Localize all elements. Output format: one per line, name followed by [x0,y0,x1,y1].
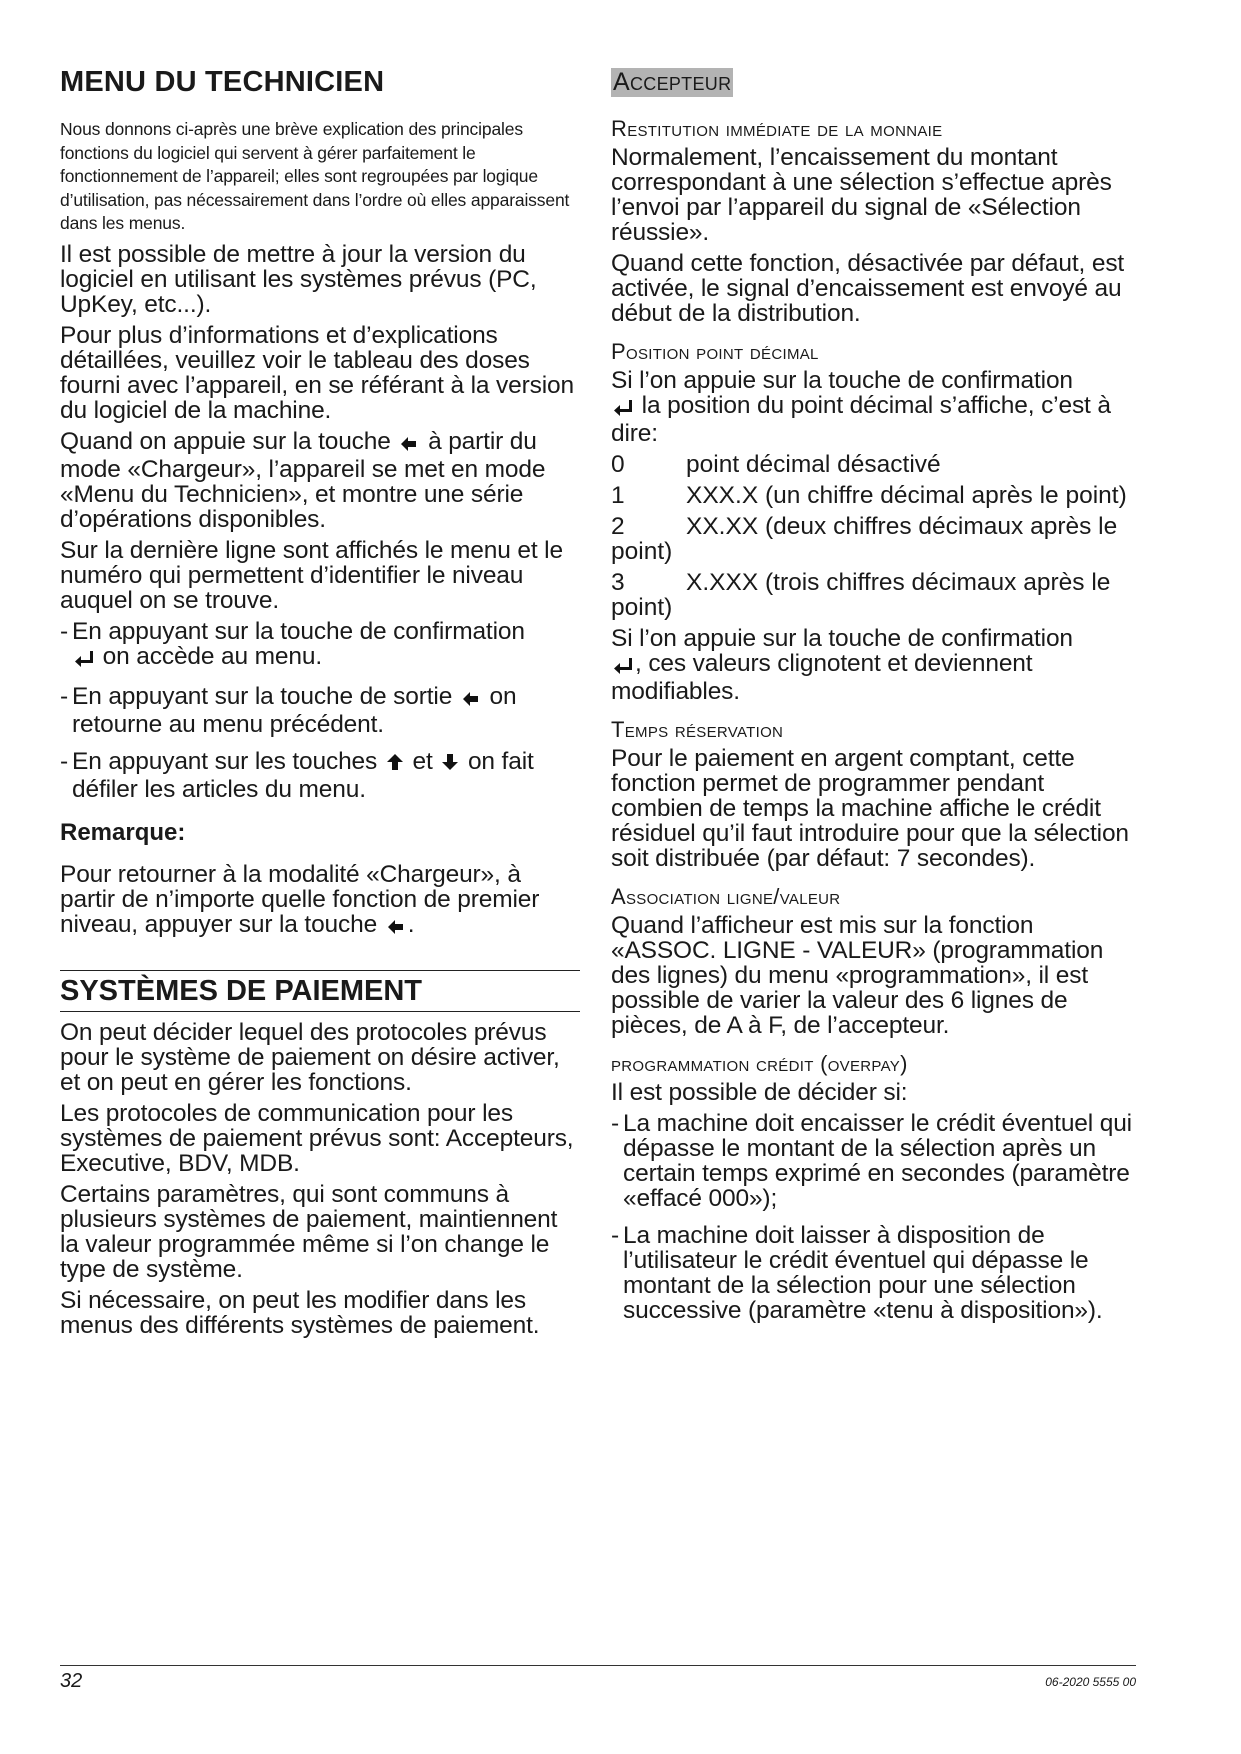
remark-heading: Remarque: [60,818,186,846]
enter-key-icon [74,647,94,672]
paragraph-common-params: Certains paramètres, qui sont communs à plusieurs systèmes de paiement, maintiennent la valeur programmée même si l’on change le type de système. [60,1180,558,1283]
paragraph-protocols: On peut décider lequel des protocoles prévus pour le système de paiement on désire activer, et on peut en gérer les fonctions. [60,1018,560,1096]
enter-key-icon [613,396,633,421]
footer-divider [60,1665,1136,1666]
paragraph-association: Quand l’afficheur est mis sur la fonction «ASSOC. LIGNE - VALEUR» (programmation des lignes) du menu «programmation», il est possible de varier la valeur des 6 lignes de pièces, de A à F, de l’accepteur. [611,912,1104,1039]
up-arrow-icon [386,752,404,777]
paragraph-restitution-2: Quand cette fonction, désactivée par défaut, est activée, le signal d’encaissement est envoyé au début de la distribution. [611,250,1125,327]
list-item: - En appuyant sur les touches et on fait défiler les articles du menu. [60,747,534,803]
list-item: - La machine doit encaisser le crédit éventuel qui dépasse le montant de la sélection après un certain temps exprimé en secondes (paramètre «effacé 000»); [611,1110,1132,1212]
paragraph-communication: Les protocoles de communication pour les systèmes de paiement prévus sont: Accepteurs, Executive, BDV, MDB. [60,1099,574,1177]
list-item: 2 XX.XX (deux chiffres décimaux après le point) [611,513,1118,565]
paragraph-temps: Pour le paiement en argent comptant, cette fonction permet de programmer pendant combien de temps la machine affiche le crédit résiduel qu’il faut introduire pour que la sélection soit distribuée (par défaut: 7 secondes). [611,745,1129,872]
list-item: 1 XXX.X (un chiffre décimal après le point) [611,482,1127,509]
remark-text: Pour retourner à la modalité «Chargeur», à partir de n’importe quelle fonction de premier niveau, appuyer sur la touche . [60,860,540,938]
back-arrow-icon [386,915,406,940]
right-column [611,64,1141,1335]
paragraph-update: Il est possible de mettre à jour la version du logiciel en utilisant les systèmes prévus (PC, UpKey, etc...). [60,240,537,318]
paragraph-technician-mode: Quand on appuie sur la touche à partir du mode «Chargeur», l’appareil se met en mode «Menu du Technicien», et montre une série d’opérations disponibles. [60,427,546,533]
subheading-temps: Temps réservation [611,717,784,742]
paragraph-info: Pour plus d’informations et d’explications détaillées, veuillez voir le tableau des doses fourni avec l’appareil, en se référant à la version du logiciel de la machine. [60,321,574,424]
paragraph-position: Si l’on appuie sur la touche de confirmation la position du point décimal s’affiche, c’est à dire: [611,367,1111,447]
left-column [60,64,580,1344]
paragraph-modify: Si nécessaire, on peut les modifier dans les menus des différents systèmes de paiement. [60,1286,540,1339]
page-title: MENU DU TECHNICIEN [60,66,385,98]
paragraph-last-line: Sur la dernière ligne sont affichés le menu et le numéro qui permettent d’identifier le niveau auquel on se trouve. [60,536,563,614]
document-code: 06-2020 5555 00 [1045,1675,1136,1689]
intro-paragraph: Nous donnons ci-après une brève explication des principales fonctions du logiciel qui servent à gérer parfaitement le fonctionnement de l’appareil; elles sont regroupées par logique d’utilisation, pas nécessairement dans l’ordre où elles apparaissent dans les menus. [60,119,570,233]
accepteur-heading: Accepteur [613,68,732,96]
page-number: 32 [60,1670,83,1692]
back-arrow-icon [399,432,419,457]
back-arrow-icon [461,687,481,712]
paragraph-credit: Il est possible de décider si: [611,1079,908,1106]
list-item: - La machine doit laisser à disposition de l’utilisateur le crédit éventuel qui dépasse le montant de la sélection pour une sélection successive (paramètre «tenu à disposition»). [611,1222,1103,1324]
paragraph-position-2: Si l’on appuie sur la touche de confirmation , ces valeurs clignotent et deviennent modifiables. [611,625,1073,705]
subheading-association: Association ligne/valeur [611,884,841,909]
paragraph-restitution-1: Normalement, l’encaissement du montant correspondant à une sélection s’effectue après l’envoi par l’appareil du signal de «Sélection réussie». [611,144,1112,246]
down-arrow-icon [441,752,459,777]
subheading-credit: programmation crédit (overpay) [611,1051,908,1076]
enter-key-icon [613,654,633,679]
list-item: 0 point décimal désactivé [611,451,941,478]
list-item: - En appuyant sur la touche de sortie on retourne au menu précédent. [60,682,517,738]
list-item: - En appuyant sur la touche de confirmation on accède au menu. [60,617,525,670]
subheading-position: Position point décimal [611,339,819,364]
section-title: SYSTÈMES DE PAIEMENT [60,970,580,1012]
list-item: 3 X.XXX (trois chiffres décimaux après le point) [611,569,1111,621]
subheading-restitution: Restitution immédiate de la monnaie [611,116,943,141]
